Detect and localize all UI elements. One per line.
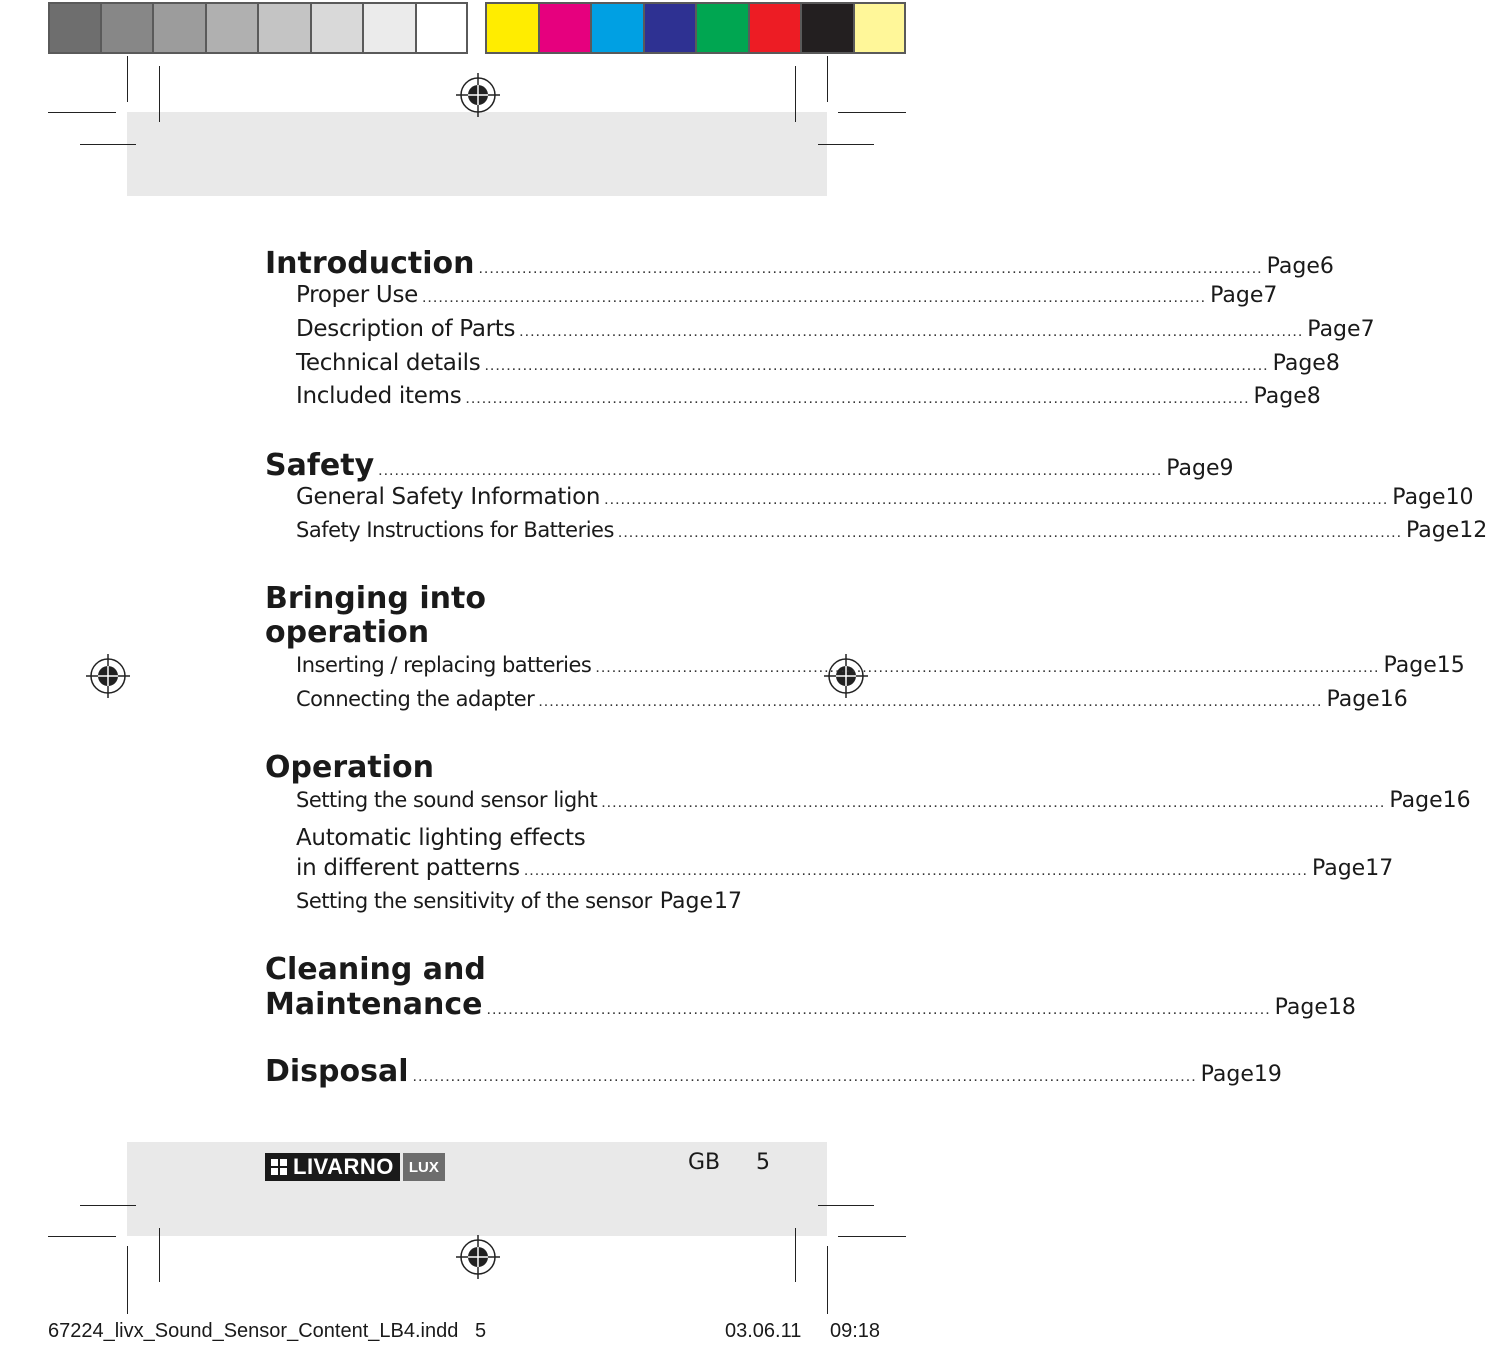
page-word: Page xyxy=(1210,283,1264,308)
dot-leader: ................................................................................................................................................ xyxy=(465,390,1250,407)
brand-logo xyxy=(265,1153,400,1181)
toc-heading-bringing-into-operation-line2[interactable]: operation xyxy=(265,615,430,650)
grey-swatch xyxy=(259,4,312,52)
toc-entry[interactable] xyxy=(296,383,1321,417)
toc-entry-title: Setting the sensitivity of the sensor xyxy=(296,889,652,913)
toc-heading-cleaning[interactable]: Cleaning and xyxy=(265,952,486,987)
toc-heading-bringing-into-operation[interactable]: Bringing into xyxy=(265,581,486,616)
color-calibration-bar xyxy=(485,2,906,54)
toc-entry-title: Connecting the adapter xyxy=(296,687,535,711)
grey-calibration-bar xyxy=(48,2,468,54)
page-number-footer: 5 xyxy=(756,1150,770,1175)
page-word: Page xyxy=(1311,856,1366,881)
dot-leader: ................................................................................................................................................ xyxy=(478,260,1263,277)
dot-leader: ................................................................................................................................................ xyxy=(484,357,1269,374)
page-number: 15 xyxy=(1436,653,1465,678)
magenta-swatch xyxy=(540,4,593,52)
crop-mark xyxy=(80,1205,136,1206)
slug-date: 03.06.11 xyxy=(725,1320,802,1342)
toc-entry[interactable] xyxy=(296,889,742,923)
crop-mark xyxy=(795,1228,796,1282)
crop-mark xyxy=(818,1205,874,1206)
page-number: 8 xyxy=(1306,384,1321,409)
page-word: Page xyxy=(1326,687,1380,712)
page-number: 12 xyxy=(1459,518,1487,543)
page-word: Page xyxy=(1274,995,1328,1020)
toc-entry-title: Technical details xyxy=(296,350,481,376)
toc-title: Maintenance xyxy=(265,987,483,1022)
slug-time: 09:18 xyxy=(830,1320,881,1342)
page-number: 19 xyxy=(1253,1062,1282,1087)
grey-swatch xyxy=(207,4,260,52)
page-word: Page xyxy=(1266,254,1320,279)
registration-mark-icon xyxy=(456,73,500,117)
crop-mark xyxy=(827,56,828,102)
footer-band xyxy=(127,1142,827,1236)
black-swatch xyxy=(802,4,855,52)
toc-heading-maintenance[interactable] xyxy=(265,987,1356,1022)
toc-entry-title: Description of Parts xyxy=(296,316,516,342)
crop-mark xyxy=(827,1246,828,1314)
toc-entry[interactable] xyxy=(296,316,1375,350)
toc-entry-title: General Safety Information xyxy=(296,484,601,510)
grey-swatch xyxy=(154,4,207,52)
cyan-swatch xyxy=(592,4,645,52)
page-number: 7 xyxy=(1360,317,1375,342)
grey-swatch xyxy=(50,4,102,52)
page-number: 17 xyxy=(714,889,742,914)
toc-entry[interactable] xyxy=(296,484,1474,518)
toc-title: Safety xyxy=(265,448,375,483)
page-word: Page xyxy=(1272,351,1326,376)
toc-entry[interactable] xyxy=(296,518,1487,552)
green-swatch xyxy=(697,4,750,52)
dot-leader: ................................................................................................................................................ xyxy=(538,693,1323,710)
toc-heading-operation[interactable]: Operation xyxy=(265,750,434,785)
toc-entry-title: Proper Use xyxy=(296,282,418,308)
page-word: Page xyxy=(1392,485,1446,510)
page-word: Page xyxy=(1307,317,1361,342)
grey-swatch xyxy=(102,4,155,52)
dot-leader: ................................................................................................................................................ xyxy=(604,491,1389,508)
crop-mark xyxy=(127,1246,128,1314)
language-code: GB xyxy=(688,1150,721,1175)
grey-swatch xyxy=(417,4,467,52)
page-word: Page xyxy=(1253,384,1307,409)
toc-heading-disposal[interactable] xyxy=(265,1054,1282,1089)
crop-mark xyxy=(127,56,128,102)
registration-mark-icon xyxy=(456,1235,500,1279)
blue-swatch xyxy=(645,4,698,52)
page-number: 7 xyxy=(1263,283,1278,308)
crop-mark xyxy=(159,66,160,122)
page-number: 16 xyxy=(1379,687,1408,712)
toc-entry[interactable] xyxy=(296,855,1394,889)
crop-mark xyxy=(48,1236,116,1237)
dot-leader: ................................................................................................................................................ xyxy=(617,524,1403,541)
red-swatch xyxy=(750,4,803,52)
toc-entry[interactable] xyxy=(296,282,1278,316)
page-number: 8 xyxy=(1325,351,1340,376)
toc-heading-safety[interactable] xyxy=(265,448,1234,483)
toc-entry-title: Included items xyxy=(296,383,462,409)
crop-mark xyxy=(795,66,796,122)
page-word: Page xyxy=(1389,788,1443,813)
dot-leader: ................................................................................................................................................ xyxy=(523,862,1308,879)
toc-entry-title: Inserting / replacing batteries xyxy=(296,653,592,677)
page-word: Page xyxy=(1200,1062,1254,1087)
dot-leader: ................................................................................................................................................ xyxy=(601,794,1386,811)
livarno-lux-logo xyxy=(265,1153,445,1181)
dot-leader: ................................................................................................................................................ xyxy=(378,462,1163,479)
dot-leader: ................................................................................................................................................ xyxy=(519,323,1304,340)
toc-title: Disposal xyxy=(265,1054,409,1089)
dot-leader: ................................................................................................................................................ xyxy=(412,1068,1197,1085)
page-number: 10 xyxy=(1445,485,1474,510)
toc-entry[interactable] xyxy=(296,653,1465,687)
page-word: Page xyxy=(659,889,714,914)
page-number: 6 xyxy=(1319,254,1334,279)
page-number: 9 xyxy=(1219,456,1234,481)
toc-entry-title: in different patterns xyxy=(296,855,520,881)
crop-mark xyxy=(80,144,136,145)
crop-mark xyxy=(838,1236,906,1237)
toc-entry[interactable] xyxy=(296,687,1408,721)
page-number: 18 xyxy=(1327,995,1356,1020)
header-band xyxy=(127,112,827,196)
toc-title: Introduction xyxy=(265,246,475,281)
toc-entry[interactable] xyxy=(296,788,1471,822)
grey-swatch xyxy=(364,4,417,52)
dot-leader: ................................................................................................................................................ xyxy=(486,1001,1271,1018)
toc-entry-title-line1: Automatic lighting effects xyxy=(296,825,586,851)
page-word: Page xyxy=(1406,518,1460,543)
crop-mark xyxy=(838,112,906,113)
toc-entry[interactable] xyxy=(296,350,1340,384)
page-word: Page xyxy=(1166,456,1220,481)
brand-name: LIVARNO xyxy=(293,1154,394,1179)
crop-mark xyxy=(818,144,874,145)
page-word: Page xyxy=(1383,653,1437,678)
page-number: 17 xyxy=(1365,856,1394,881)
toc-entry-title: Setting the sound sensor light xyxy=(296,788,598,812)
brand-sub: LUX xyxy=(403,1153,445,1181)
toc-entry-title: Safety Instructions for Batteries xyxy=(296,518,614,542)
crop-mark xyxy=(48,112,116,113)
crop-mark xyxy=(159,1228,160,1282)
yellow-swatch xyxy=(487,4,540,52)
light-yellow-swatch xyxy=(855,4,905,52)
grey-swatch xyxy=(312,4,365,52)
toc-heading-introduction[interactable] xyxy=(265,246,1334,281)
dot-leader: ................................................................................................................................................ xyxy=(595,659,1380,676)
brand-squares-icon xyxy=(271,1159,287,1175)
dot-leader: ................................................................................................................................................ xyxy=(421,289,1207,306)
registration-mark-icon xyxy=(86,654,130,698)
slug-filename: 67224_livx_Sound_Sensor_Content_LB4.indd 5 xyxy=(48,1320,487,1342)
page-number: 16 xyxy=(1442,788,1471,813)
